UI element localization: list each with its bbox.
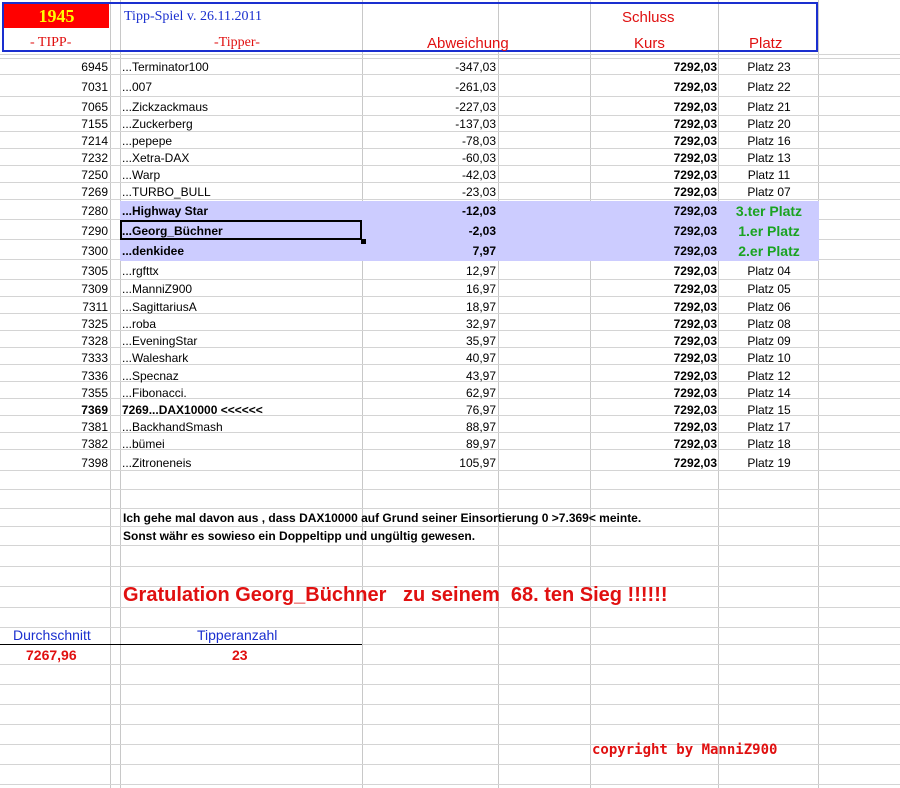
- deviation-cell[interactable]: 35,97: [465, 334, 496, 348]
- tipp-cell[interactable]: 7355: [81, 386, 108, 400]
- kurs-cell[interactable]: 7292,03: [673, 369, 717, 383]
- tipp-cell[interactable]: 7309: [81, 282, 108, 296]
- note-line-1[interactable]: Ich gehe mal davon aus , dass DAX10000 auf Grund seiner Einsortierung 0 >7.369< meinte.: [123, 511, 642, 525]
- tipper-name-cell[interactable]: ...Georg_Büchner: [122, 224, 223, 238]
- tipp-cell[interactable]: 7300: [81, 244, 108, 258]
- tipp-cell[interactable]: 7305: [81, 264, 108, 278]
- platz-cell[interactable]: Platz 17: [747, 420, 791, 434]
- row-gridline: [0, 764, 900, 765]
- tipp-cell[interactable]: 7269: [81, 185, 108, 199]
- deviation-cell[interactable]: 32,97: [465, 317, 496, 331]
- deviation-cell[interactable]: 40,97: [465, 351, 496, 365]
- abweichung-header[interactable]: Abweichung: [427, 35, 509, 52]
- row-gridline: [0, 566, 900, 567]
- tipp-cell[interactable]: 7280: [81, 204, 108, 218]
- column-divider: [110, 0, 111, 788]
- tipper-name-cell[interactable]: ...pepepe: [122, 134, 173, 148]
- tipp-cell[interactable]: 7232: [81, 151, 108, 165]
- tipp-cell[interactable]: 7290: [81, 224, 108, 238]
- deviation-cell[interactable]: -227,03: [455, 100, 496, 114]
- copyright-text[interactable]: copyright by ManniZ900: [592, 742, 778, 758]
- platz-cell[interactable]: Platz 22: [747, 80, 791, 94]
- tipp-cell[interactable]: 7382: [81, 437, 108, 451]
- platz-cell[interactable]: Platz 09: [747, 334, 791, 348]
- kurs-cell[interactable]: 7292,03: [673, 204, 717, 218]
- platz-cell[interactable]: 1.er Platz: [738, 223, 800, 239]
- tipper-name-cell[interactable]: ...roba: [122, 317, 157, 331]
- average-value[interactable]: 7267,96: [26, 647, 77, 663]
- tipp-cell[interactable]: 7333: [81, 351, 108, 365]
- tipp-cell[interactable]: 7155: [81, 117, 108, 131]
- tipper-name-cell[interactable]: ...TURBO_BULL: [122, 185, 211, 199]
- platz-cell[interactable]: Platz 14: [747, 386, 791, 400]
- tipper-name-cell[interactable]: 7269...DAX10000 <<<<<<: [122, 403, 263, 417]
- platz-cell[interactable]: Platz 13: [747, 151, 791, 165]
- deviation-cell[interactable]: 89,97: [465, 437, 496, 451]
- deviation-cell[interactable]: -60,03: [461, 151, 496, 165]
- row-gridline: [0, 664, 900, 665]
- tipper-header[interactable]: -Tipper-: [214, 35, 260, 50]
- tipp-cell[interactable]: 7398: [81, 456, 108, 470]
- platz-cell[interactable]: Platz 12: [747, 369, 791, 383]
- row-gridline: [0, 545, 900, 546]
- tipp-cell[interactable]: 7214: [81, 134, 108, 148]
- platz-cell[interactable]: Platz 19: [747, 456, 791, 470]
- tipp-cell[interactable]: 7328: [81, 334, 108, 348]
- congratulation-text[interactable]: Gratulation Georg_Büchner zu seinem 68. ten Sieg !!!!!!: [123, 584, 668, 606]
- column-divider: [498, 0, 499, 788]
- kurs-cell[interactable]: 7292,03: [673, 334, 717, 348]
- platz-cell[interactable]: Platz 04: [747, 264, 791, 278]
- row-gridline: [0, 607, 900, 608]
- deviation-cell[interactable]: -347,03: [455, 60, 496, 74]
- platz-cell[interactable]: Platz 15: [747, 403, 791, 417]
- column-divider: [362, 0, 363, 788]
- platz-cell[interactable]: Platz 10: [747, 351, 791, 365]
- deviation-cell[interactable]: 12,97: [465, 264, 496, 278]
- deviation-cell[interactable]: -12,03: [461, 204, 496, 218]
- column-divider: [818, 0, 819, 788]
- tipper-name-cell[interactable]: ...Fibonacci.: [122, 386, 187, 400]
- platz-cell[interactable]: 3.ter Platz: [735, 203, 803, 219]
- kurs-cell[interactable]: 7292,03: [673, 134, 717, 148]
- tipper-name-cell[interactable]: ...Specnaz: [122, 369, 179, 383]
- tipper-name-cell[interactable]: ...ManniZ900: [122, 282, 193, 296]
- tipper-name-cell[interactable]: ...bümei: [122, 437, 165, 451]
- kurs-cell[interactable]: 7292,03: [673, 151, 717, 165]
- kurs-cell[interactable]: 7292,03: [673, 185, 717, 199]
- deviation-cell[interactable]: 76,97: [465, 403, 496, 417]
- kurs-cell[interactable]: 7292,03: [673, 403, 717, 417]
- row-gridline: [0, 489, 900, 490]
- tipp-cell[interactable]: 7325: [81, 317, 108, 331]
- tipper-name-cell[interactable]: ...Zitroneneis: [122, 456, 192, 470]
- kurs-cell[interactable]: 7292,03: [673, 224, 717, 238]
- kurs-cell[interactable]: 7292,03: [673, 244, 717, 258]
- tipper-name-cell[interactable]: ...denkidee: [122, 244, 185, 258]
- platz-cell[interactable]: Platz 06: [747, 300, 791, 314]
- active-cell-selection[interactable]: [120, 220, 362, 240]
- tipp-cell[interactable]: 7369: [81, 403, 108, 417]
- platz-cell[interactable]: Platz 16: [747, 134, 791, 148]
- tipper-name-cell[interactable]: ...Highway Star: [122, 204, 209, 218]
- platz-cell[interactable]: Platz 08: [747, 317, 791, 331]
- kurs-cell[interactable]: 7292,03: [673, 386, 717, 400]
- kurs-cell[interactable]: 7292,03: [673, 100, 717, 114]
- tipp-cell[interactable]: 7311: [82, 300, 108, 314]
- tipp-cell[interactable]: 7336: [81, 369, 108, 383]
- fill-handle[interactable]: [361, 239, 366, 244]
- deviation-cell[interactable]: -23,03: [461, 185, 496, 199]
- kurs-cell[interactable]: 7292,03: [673, 282, 717, 296]
- kurs-header[interactable]: Kurs: [634, 35, 665, 52]
- stats-underline: [0, 644, 362, 645]
- platz-cell[interactable]: Platz 07: [747, 185, 791, 199]
- kurs-cell[interactable]: 7292,03: [673, 351, 717, 365]
- deviation-cell[interactable]: -2,03: [468, 224, 496, 238]
- note-line-2[interactable]: Sonst währ es sowieso ein Doppeltipp und ungültig gewesen.: [123, 529, 476, 543]
- row-gridline: [0, 54, 900, 55]
- row-gridline: [0, 627, 900, 628]
- tipper-name-cell[interactable]: ...Terminator100: [122, 60, 209, 74]
- tipper-name-cell[interactable]: ...rgfttx: [122, 264, 159, 278]
- row-gridline: [0, 526, 900, 527]
- kurs-cell[interactable]: 7292,03: [673, 456, 717, 470]
- tipper-name-cell[interactable]: ...007: [122, 80, 153, 94]
- kurs-cell[interactable]: 7292,03: [673, 420, 717, 434]
- deviation-cell[interactable]: -78,03: [461, 134, 496, 148]
- tipp-header[interactable]: - TIPP-: [30, 35, 72, 50]
- column-divider: [718, 0, 719, 788]
- tipper-name-cell[interactable]: ...BackhandSmash: [122, 420, 223, 434]
- count-label[interactable]: Tipperanzahl: [197, 627, 278, 643]
- deviation-cell[interactable]: 88,97: [465, 420, 496, 434]
- tipper-name-cell[interactable]: ...EveningStar: [122, 334, 198, 348]
- schluss-header[interactable]: Schluss: [622, 9, 675, 26]
- deviation-cell[interactable]: -137,03: [455, 117, 496, 131]
- platz-cell[interactable]: Platz 20: [747, 117, 791, 131]
- tipper-name-cell[interactable]: ...Xetra-DAX: [122, 151, 190, 165]
- row-gridline: [0, 508, 900, 509]
- tipper-name-cell[interactable]: ...Warp: [122, 168, 161, 182]
- count-value[interactable]: 23: [232, 647, 248, 663]
- tipper-name-cell[interactable]: ...SagittariusA: [122, 300, 197, 314]
- platz-cell[interactable]: Platz 21: [747, 100, 791, 114]
- deviation-cell[interactable]: 18,97: [465, 300, 496, 314]
- kurs-cell[interactable]: 7292,03: [673, 117, 717, 131]
- platz-cell[interactable]: 2.er Platz: [738, 243, 800, 259]
- kurs-cell[interactable]: 7292,03: [673, 168, 717, 182]
- kurs-cell[interactable]: 7292,03: [673, 300, 717, 314]
- tipp-cell[interactable]: 7065: [81, 100, 108, 114]
- tipper-name-cell[interactable]: ...Zickzackmaus: [122, 100, 209, 114]
- deviation-cell[interactable]: 105,97: [459, 456, 496, 470]
- platz-header[interactable]: Platz: [749, 35, 783, 52]
- kurs-cell[interactable]: 7292,03: [673, 437, 717, 451]
- platz-cell[interactable]: Platz 18: [747, 437, 791, 451]
- tipp-cell[interactable]: 7381: [81, 420, 108, 434]
- column-divider: [120, 0, 121, 788]
- row-gridline: [0, 96, 900, 97]
- kurs-cell[interactable]: 7292,03: [673, 80, 717, 94]
- year-cell[interactable]: 1945: [4, 4, 109, 28]
- deviation-cell[interactable]: 62,97: [465, 386, 496, 400]
- sheet-title[interactable]: Tipp-Spiel v. 26.11.2011: [124, 9, 262, 24]
- tipper-name-cell[interactable]: ...Zuckerberg: [122, 117, 193, 131]
- kurs-cell[interactable]: 7292,03: [673, 60, 717, 74]
- tipp-cell[interactable]: 7250: [81, 168, 108, 182]
- deviation-cell[interactable]: -42,03: [461, 168, 496, 182]
- deviation-cell[interactable]: 16,97: [465, 282, 496, 296]
- row-gridline: [0, 684, 900, 685]
- deviation-cell[interactable]: -261,03: [455, 80, 496, 94]
- row-gridline: [0, 784, 900, 785]
- column-divider: [590, 0, 591, 788]
- tipper-name-cell[interactable]: ...Waleshark: [122, 351, 189, 365]
- average-label[interactable]: Durchschnitt: [13, 627, 91, 643]
- kurs-cell[interactable]: 7292,03: [673, 317, 717, 331]
- platz-cell[interactable]: Platz 23: [747, 60, 791, 74]
- deviation-cell[interactable]: 43,97: [465, 369, 496, 383]
- deviation-cell[interactable]: 7,97: [472, 244, 496, 258]
- tipp-cell[interactable]: 7031: [81, 80, 108, 94]
- platz-cell[interactable]: Platz 05: [747, 282, 791, 296]
- tipp-cell[interactable]: 6945: [81, 60, 108, 74]
- row-gridline: [0, 724, 900, 725]
- kurs-cell[interactable]: 7292,03: [673, 264, 717, 278]
- row-gridline: [0, 704, 900, 705]
- platz-cell[interactable]: Platz 11: [747, 168, 791, 182]
